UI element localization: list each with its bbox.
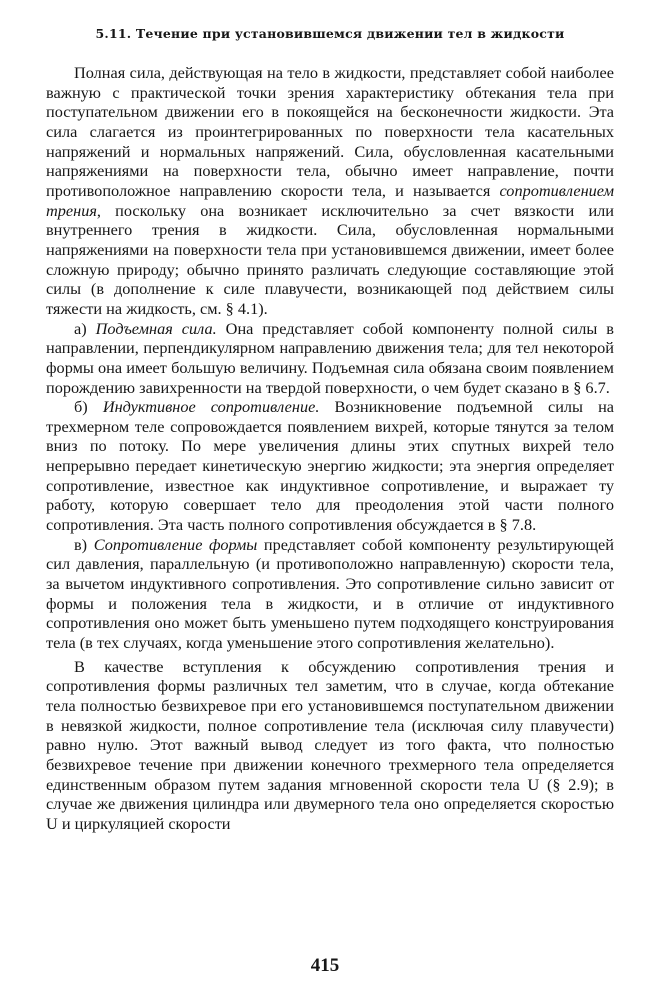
paragraph-induced-drag [46, 397, 614, 535]
paragraph-lift [46, 319, 614, 398]
book-page [46, 26, 614, 834]
body-text [46, 63, 614, 834]
term-form-drag: Сопротивление формы [93, 534, 258, 554]
paragraph-introduction: В качестве вступления к обсуждению сопротивления трения и сопротивления формы различных тел заметим, что в случае, когда обтекание тела полностью безвихревое при его установившемся поступательном движении в невязкой жидкости, полное сопротивление тела (исключая силу плавучести) равно нулю. Этот важный вывод следует из того факта, что полностью безвихревое течение при движении конечного трехмерного тела определяется единственным образом путем задания мгновенной скорости тела U (§ 2.9); в случае же движения цилиндра или двумерного тела оно определяется скоростью U и циркуляцией скорости [46, 656, 614, 833]
running-head: 5.11. Течение при установившемся движении тел в жидкости [95, 26, 565, 41]
paragraph-total-force [46, 63, 614, 319]
term-induced-drag: Индуктивное сопротивление. [102, 397, 320, 417]
paragraph-text: Полная сила, действующая на тело в жидкости, представляет собой наиболее важную с практической точки зрения характеристику обтекания тела при поступательном движении его в покоящейся на бесконечности жидкости. Эта сила слагается из проинтегрированных по поверхности тела касательных напряжений и нормальных напряжений. Сила, обусловленная касательными напряжениями на поверхности тела, обычно имеет направление, почти противоположное направлению скорости тела, и называется [46, 63, 614, 200]
term-friction-drag: сопротивлением трения [46, 180, 614, 220]
list-label: а) [74, 318, 96, 338]
paragraph-text: Возникновение подъемной силы на трехмерном теле сопровождается появлением вихрей, которые тянутся за телом вниз по потоку. По мере увеличения длины этих спутных вихрей тело непрерывно передает кинетическую энергию жидкости; эта энергия определяет сопротивление, известное как индуктивное сопротивление, и выражает ту работу, которую совершает тело для преодоления этой части полного сопротивления. Эта часть полного сопротивления обсуждается в § 7.8. [46, 397, 615, 535]
paragraph-text: представляет собой компоненту результирующей сил давления, параллельную (и противоположно направленную) скорости тела, за вычетом индуктивного сопротивления. Это сопротивление сильно зависит от формы и положения тела в жидкости, и в отличие от индуктивного сопротивления оно может быть уменьшено путем подходящего конструирования тела (в тех случаях, когда уменьшение этого сопротивления желательно). [46, 534, 614, 653]
paragraph-text: Она представляет собой компоненту полной силы в направлении, перпендикулярном направлению движения тела; для тел некоторой формы она имеет большую величину. Подъемная сила обязана своим появлением порождению завихренности на твердой поверхности, о чем будет сказано в § 6.7. [46, 318, 614, 397]
term-lift: Подъемная сила. [95, 318, 217, 338]
paragraph-form-drag [46, 535, 614, 653]
list-label: б) [74, 397, 103, 417]
paragraph-text: , поскольку она возникает исключительно за счет вязкости или внутреннего трения в жидкости. Сила, обусловленная нормальными напряжениями на поверхности тела при установившемся движении, имеет более сложную природу; обычно принято различать следующие составляющие этой силы (в дополнение к силе плавучести, возникающей под действием силы тяжести на жидкость, см. § 4.1). [46, 200, 614, 318]
page-number: 415 [310, 955, 340, 976]
list-label: в) [74, 534, 94, 554]
